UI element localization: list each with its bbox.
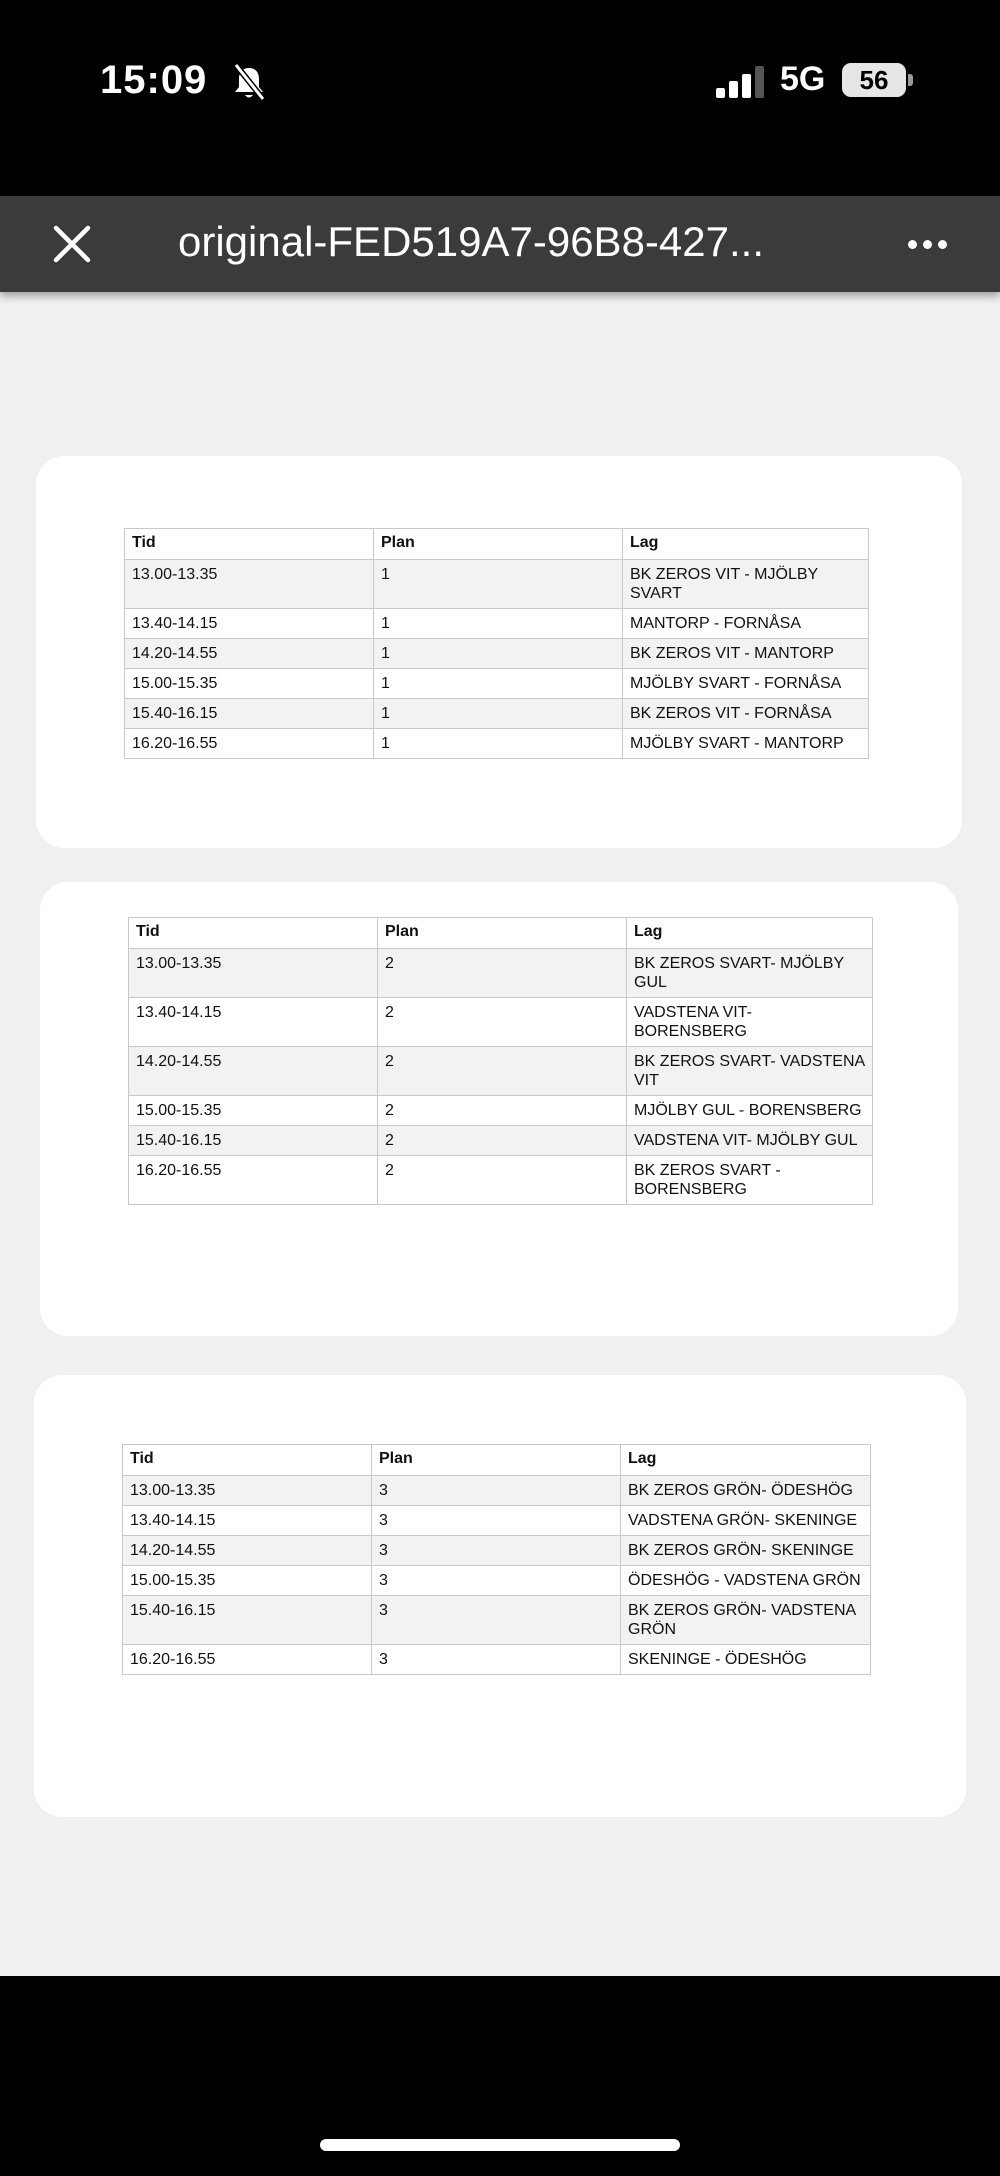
cell-plan: 2 — [378, 1096, 627, 1126]
schedule-table — [128, 917, 873, 1205]
schedule-table — [124, 528, 869, 759]
cell-lag: BK ZEROS GRÖN- SKENINGE — [621, 1536, 871, 1566]
battery-nub — [908, 74, 913, 86]
cell-tid: 13.40-14.15 — [125, 609, 374, 639]
cell-plan: 1 — [374, 729, 623, 759]
cell-lag: MJÖLBY SVART - MANTORP — [623, 729, 869, 759]
cell-tid: 13.00-13.35 — [123, 1476, 372, 1506]
cell-tid: 13.40-14.15 — [129, 998, 378, 1047]
table-row — [129, 1047, 873, 1096]
cell-tid: 16.20-16.55 — [125, 729, 374, 759]
cell-lag: BK ZEROS GRÖN- ÖDESHÖG — [621, 1476, 871, 1506]
table-row — [129, 1156, 873, 1205]
bell-slash-icon — [232, 62, 266, 102]
network-type: 5G — [780, 60, 826, 98]
cell-plan: 1 — [374, 609, 623, 639]
cell-plan: 2 — [378, 1047, 627, 1096]
header-lag: Lag — [623, 529, 869, 560]
cell-lag: BK ZEROS VIT - MJÖLBY SVART — [623, 560, 869, 609]
cell-tid: 15.00-15.35 — [123, 1566, 372, 1596]
cell-lag: MJÖLBY SVART - FORNÅSA — [623, 669, 869, 699]
table-row — [129, 1096, 873, 1126]
cell-tid: 14.20-14.55 — [129, 1047, 378, 1096]
cellular-signal-icon — [716, 66, 764, 98]
table-row — [123, 1645, 871, 1675]
schedule-page — [40, 882, 958, 1336]
table-header-row — [123, 1445, 871, 1476]
cell-lag: VADSTENA VIT- MJÖLBY GUL — [627, 1126, 873, 1156]
cell-plan: 3 — [372, 1566, 621, 1596]
cell-lag: VADSTENA GRÖN- SKENINGE — [621, 1506, 871, 1536]
battery-level: 56 — [859, 65, 889, 95]
cell-lag: BK ZEROS VIT - FORNÅSA — [623, 699, 869, 729]
table-row — [125, 639, 869, 669]
status-bar — [0, 0, 1000, 196]
viewer-toolbar — [0, 196, 1000, 292]
cell-plan: 1 — [374, 669, 623, 699]
table-row — [129, 949, 873, 998]
table-header-row — [125, 529, 869, 560]
table-row — [125, 609, 869, 639]
cell-plan: 3 — [372, 1476, 621, 1506]
header-tid: Tid — [125, 529, 374, 560]
header-plan: Plan — [378, 918, 627, 949]
header-lag: Lag — [621, 1445, 871, 1476]
table-row — [125, 669, 869, 699]
table-row — [123, 1506, 871, 1536]
cell-lag: BK ZEROS SVART- VADSTENA VIT — [627, 1047, 873, 1096]
cell-plan: 3 — [372, 1536, 621, 1566]
cell-plan: 1 — [374, 560, 623, 609]
cell-lag: BK ZEROS SVART - BORENSBERG — [627, 1156, 873, 1205]
cell-plan: 1 — [374, 699, 623, 729]
cell-lag: MJÖLBY GUL - BORENSBERG — [627, 1096, 873, 1126]
cell-plan: 3 — [372, 1645, 621, 1675]
home-indicator[interactable] — [320, 2139, 680, 2151]
cell-plan: 2 — [378, 998, 627, 1047]
table-row — [123, 1476, 871, 1506]
table-row — [123, 1536, 871, 1566]
table-row — [123, 1566, 871, 1596]
cell-plan: 3 — [372, 1596, 621, 1645]
cell-tid: 14.20-14.55 — [125, 639, 374, 669]
cell-tid: 16.20-16.55 — [129, 1156, 378, 1205]
cell-tid: 15.00-15.35 — [129, 1096, 378, 1126]
cell-lag: VADSTENA VIT- BORENSBERG — [627, 998, 873, 1047]
cell-tid: 15.40-16.15 — [125, 699, 374, 729]
cell-plan: 3 — [372, 1506, 621, 1536]
cell-lag: BK ZEROS VIT - MANTORP — [623, 639, 869, 669]
cell-tid: 13.40-14.15 — [123, 1506, 372, 1536]
cell-tid: 15.00-15.35 — [125, 669, 374, 699]
cell-tid: 15.40-16.15 — [123, 1596, 372, 1645]
header-lag: Lag — [627, 918, 873, 949]
cell-lag: SKENINGE - ÖDESHÖG — [621, 1645, 871, 1675]
cell-lag: ÖDESHÖG - VADSTENA GRÖN — [621, 1566, 871, 1596]
close-icon[interactable] — [44, 216, 100, 272]
cell-tid: 13.00-13.35 — [125, 560, 374, 609]
document-viewer[interactable] — [0, 292, 1000, 1976]
table-row — [125, 699, 869, 729]
table-row — [129, 998, 873, 1047]
schedule-table — [122, 1444, 871, 1675]
cell-tid: 13.00-13.35 — [129, 949, 378, 998]
cell-plan: 2 — [378, 1126, 627, 1156]
more-options-icon[interactable] — [900, 226, 956, 262]
table-row — [123, 1596, 871, 1645]
header-plan: Plan — [374, 529, 623, 560]
table-row — [125, 560, 869, 609]
table-header-row — [129, 918, 873, 949]
cell-lag: BK ZEROS GRÖN- VADSTENA GRÖN — [621, 1596, 871, 1645]
cell-lag: BK ZEROS SVART- MJÖLBY GUL — [627, 949, 873, 998]
document-title: original-FED519A7-96B8-427... — [178, 218, 764, 265]
header-plan: Plan — [372, 1445, 621, 1476]
schedule-page — [34, 1375, 966, 1817]
header-tid: Tid — [123, 1445, 372, 1476]
cell-plan: 1 — [374, 639, 623, 669]
schedule-page — [36, 456, 962, 848]
clock: 15:09 — [100, 58, 208, 102]
header-tid: Tid — [129, 918, 378, 949]
cell-plan: 2 — [378, 1156, 627, 1205]
cell-lag: MANTORP - FORNÅSA — [623, 609, 869, 639]
cell-tid: 15.40-16.15 — [129, 1126, 378, 1156]
table-row — [129, 1126, 873, 1156]
cell-tid: 16.20-16.55 — [123, 1645, 372, 1675]
table-row — [125, 729, 869, 759]
battery-icon — [842, 63, 906, 97]
cell-tid: 14.20-14.55 — [123, 1536, 372, 1566]
cell-plan: 2 — [378, 949, 627, 998]
